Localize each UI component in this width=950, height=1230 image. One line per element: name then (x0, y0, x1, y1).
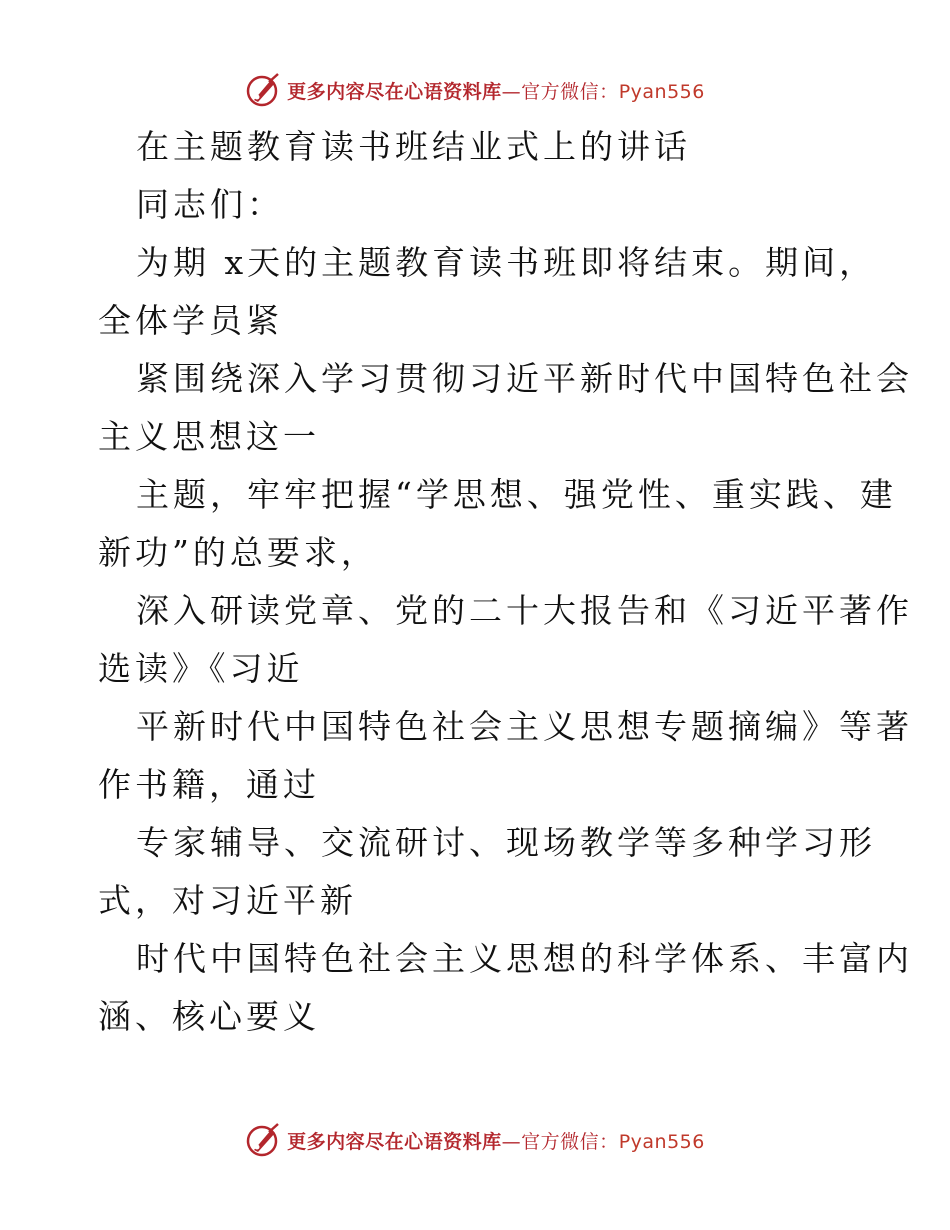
quill-pen-logo-icon (245, 72, 281, 108)
paragraph-line: 式，对习近平新 (98, 881, 357, 920)
watermark-wechat-id: Pyan556 (618, 1130, 705, 1153)
watermark-main-text: 更多内容尽在心语资料库 (287, 1130, 502, 1153)
watermark-official-label: 官方微信： (521, 80, 619, 103)
paragraph-line: 紧围绕深入学习贯彻习近平新时代中国特色社会 (136, 359, 913, 398)
footer-watermark (0, 1120, 950, 1160)
paragraph-line: 选读》《习近 (98, 649, 304, 688)
watermark-main-text: 更多内容尽在心语资料库 (287, 80, 502, 103)
paragraph-line: 主义思想这一 (98, 417, 320, 456)
document-title: 在主题教育读书班结业式上的讲话 (136, 127, 691, 166)
paragraph-line: 作书籍，通过 (98, 765, 320, 804)
paragraph-line: 为期 x天的主题教育读书班即将结束。期间， (136, 243, 877, 282)
watermark-dash: — (501, 1130, 522, 1153)
paragraph-line: 新功”的总要求， (98, 533, 378, 572)
paragraph-line: 专家辅导、交流研讨、现场教学等多种学习形 (136, 823, 876, 862)
paragraph-line: 主题，牢牢把握“学思想、强党性、重实践、建 (136, 475, 897, 514)
watermark-dash: — (501, 80, 522, 103)
paragraph-line: 涵、核心要义 (98, 997, 320, 1036)
paragraph-line: 深入研读党章、党的二十大报告和《习近平著作 (136, 591, 913, 630)
header-watermark (0, 70, 950, 110)
paragraph-line: 平新时代中国特色社会主义思想专题摘编》等著 (136, 707, 913, 746)
salutation: 同志们： (136, 185, 284, 224)
watermark-wechat-id: Pyan556 (618, 80, 705, 103)
paragraph-line: 全体学员紧 (98, 301, 283, 340)
quill-pen-logo-icon (245, 1122, 281, 1158)
paragraph-line: 时代中国特色社会主义思想的科学体系、丰富内 (136, 939, 913, 978)
document-body (98, 118, 913, 1046)
watermark-official-label: 官方微信： (521, 1130, 619, 1153)
